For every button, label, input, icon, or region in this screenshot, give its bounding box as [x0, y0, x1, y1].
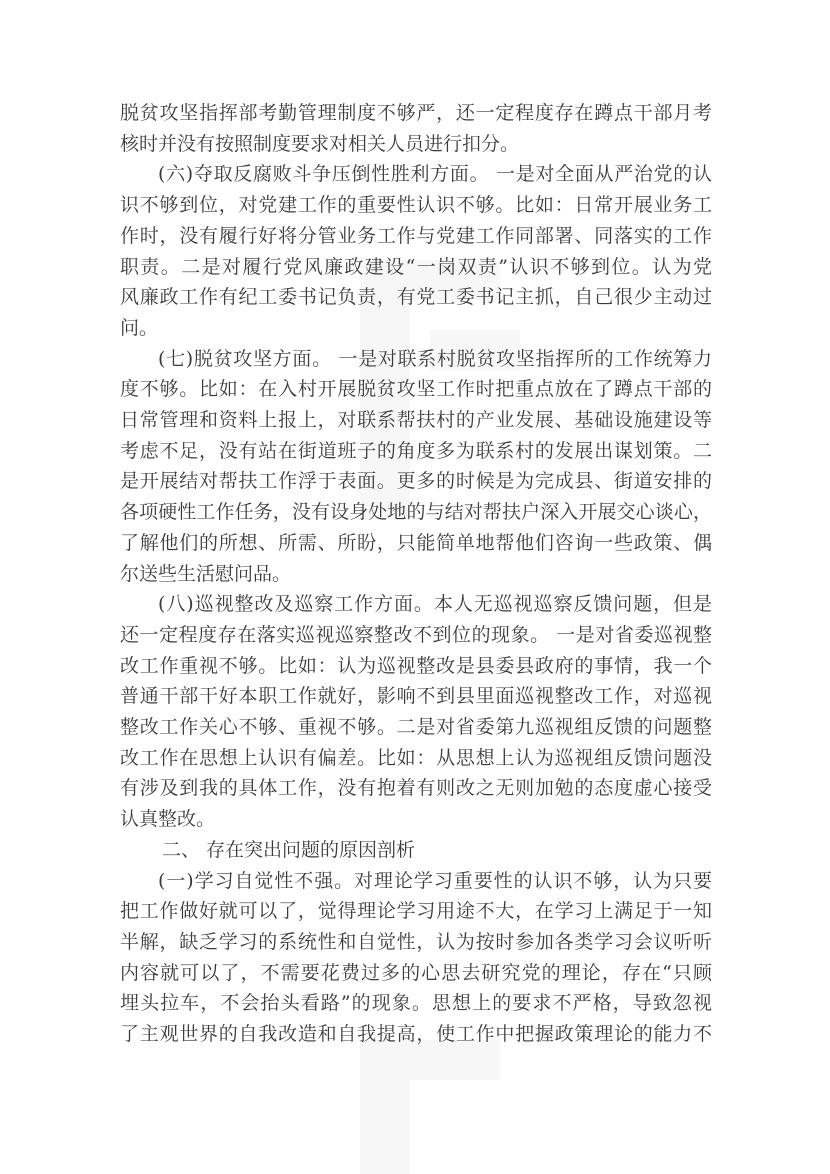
text-line: 埋头拉车，不会抬头看路”的现象。思想上的要求不严格，导致忽视: [120, 992, 712, 1015]
text-line: 风廉政工作有纪工委书记负责，有党工委书记主抓，自己很少主动过: [120, 286, 712, 309]
text-line: 问。: [120, 316, 159, 339]
text-line: 把工作做好就可以了，觉得理论学习用途不大，在学习上满足于一知: [120, 900, 712, 923]
text-line: 作时，没有履行好将分管业务工作与党建工作同部署、同落实的工作: [120, 224, 712, 247]
text-line: 度不够。比如：在入村开展脱贫攻坚工作时把重点放在了蹲点干部的: [120, 378, 712, 401]
text-line: 尔送些生活慰问品。: [120, 562, 292, 585]
text-line: (一)学习自觉性不强。对理论学习重要性的认识不够，认为只要: [158, 869, 712, 892]
text-line: 考虑不足，没有站在街道班子的角度多为联系村的发展出谋划策。二: [120, 439, 712, 462]
text-line: 半解，缺乏学习的系统性和自觉性，认为按时参加各类学习会议听听: [120, 930, 712, 953]
text-line: 认真整改。: [120, 808, 216, 831]
text-line: (七)脱贫攻坚方面。 一是对联系村脱贫攻坚指挥所的工作统筹力: [158, 347, 712, 370]
text-line: 了主观世界的自我改造和自我提高，使工作中把握政策理论的能力不: [120, 1023, 712, 1045]
text-line: 整改工作关心不够、重视不够。二是对省委第九巡视组反馈的问题整: [120, 716, 712, 738]
text-line: 还一定程度存在落实巡视巡察整改不到位的现象。 一是对省委巡视整: [120, 623, 712, 646]
text-line: 脱贫攻坚指挥部考勤管理制度不够严，还一定程度存在蹲点干部月考: [120, 102, 712, 124]
text-line: 职责。二是对履行党风廉政建设“一岗双责”认识不够到位。认为党: [120, 255, 712, 278]
text-line: (八)巡视整改及巡察工作方面。本人无巡视巡察反馈问题，但是: [158, 593, 712, 616]
text-line: (六)夺取反腐败斗争压倒性胜利方面。 一是对全面从严治党的认: [158, 163, 712, 186]
text-line: 改工作重视不够。比如：认为巡视整改是县委县政府的事情，我一个: [120, 654, 712, 677]
text-line: 核时并没有按照制度要求对相关人员进行扣分。: [120, 132, 520, 155]
text-line: 是开展结对帮扶工作浮于表面。更多的时候是为完成县、街道安排的: [120, 470, 712, 493]
text-line: 有涉及到我的具体工作，没有抱着有则改之无则加勉的态度虚心接受: [120, 777, 712, 800]
text-line: 普通干部干好本职工作就好，影响不到县里面巡视整改工作，对巡视: [120, 685, 712, 708]
text-line: 各项硬性工作任务，没有设身处地的与结对帮扶户深入开展交心谈心，: [120, 501, 712, 524]
text-line: 识不够到位，对党建工作的重要性认识不够。比如：日常开展业务工: [120, 194, 712, 217]
text-line: 内容就可以了，不需要花费过多的心思去研究党的理论，存在“只顾: [120, 961, 712, 984]
text-line: 日常管理和资料上报上，对联系帮扶村的产业发展、基础设施建设等: [120, 409, 712, 431]
text-line: 改工作在思想上认识有偏差。比如：从思想上认为巡视组反馈问题没: [120, 746, 712, 769]
section-heading: 二、 存在突出问题的原因剖析: [162, 838, 416, 861]
text-line: 了解他们的所想、所需、所盼，只能简单地帮他们咨询一些政策、偶: [120, 531, 712, 554]
